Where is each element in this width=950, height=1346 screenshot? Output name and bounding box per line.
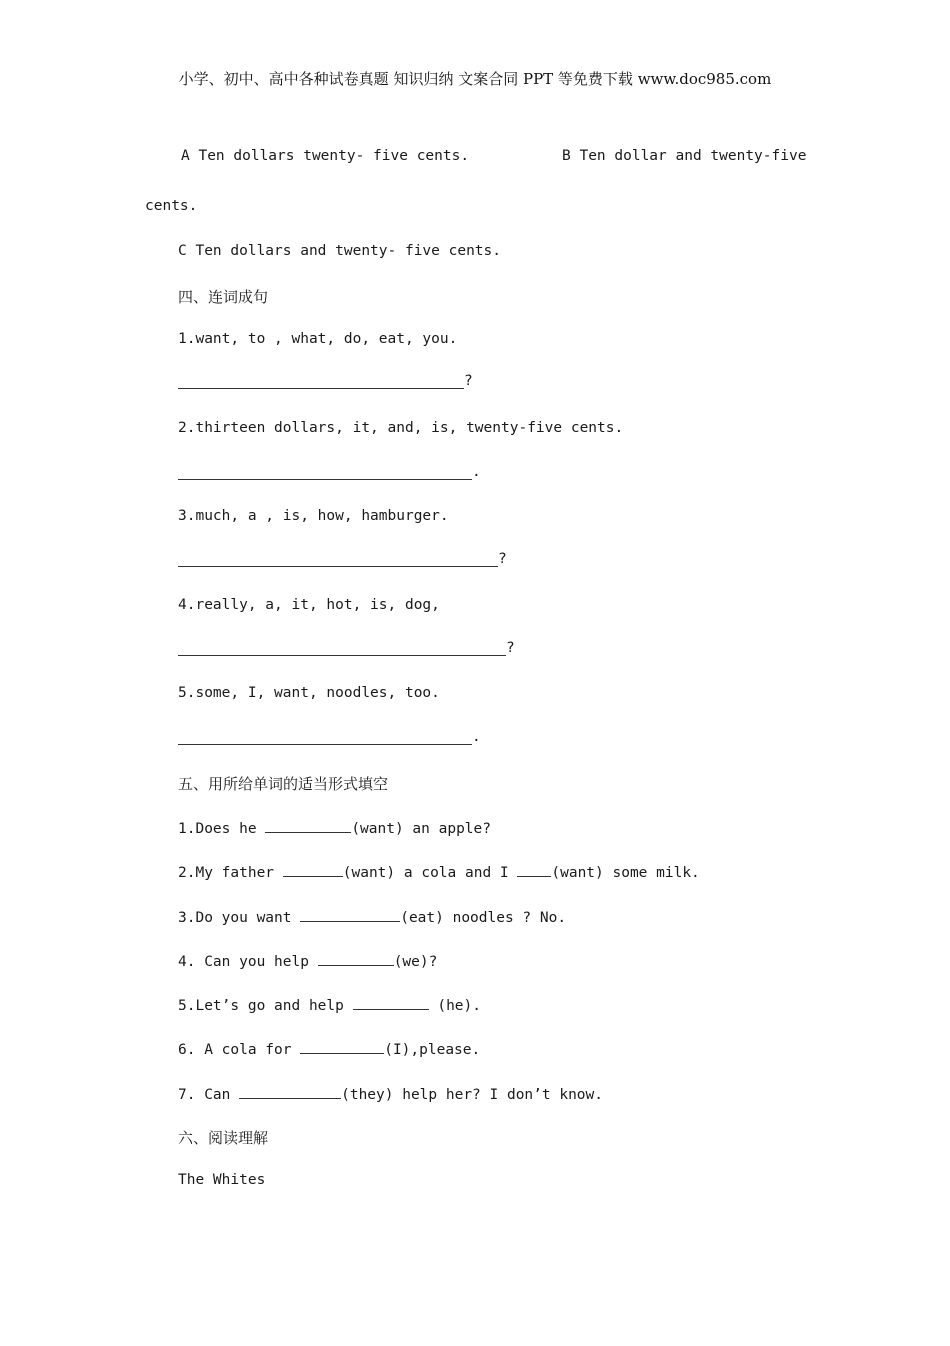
passage-title: The Whites	[178, 1172, 266, 1188]
fill-text: 4. Can you help	[178, 954, 318, 970]
answer-end-mark: .	[472, 464, 481, 480]
reorder-question-3: 3.much, a , is, how, hamburger.	[178, 508, 449, 524]
section-5-title: 五、用所给单词的适当形式填空	[178, 775, 389, 793]
reorder-answer-2[interactable]	[178, 463, 481, 480]
fill-text: 1.Does he	[178, 821, 266, 837]
reorder-answer-4[interactable]	[178, 639, 515, 656]
option-a: A Ten dollars twenty- five cents.	[181, 148, 470, 164]
reorder-question-4: 4.really, a, it, hot, is, dog,	[178, 597, 440, 613]
fill-blank[interactable]	[239, 1084, 341, 1099]
fill-question-2	[178, 862, 700, 881]
fill-text: (want) an apple?	[351, 821, 491, 837]
fill-question-4	[178, 951, 437, 970]
answer-line[interactable]	[178, 639, 506, 656]
section-4-title: 四、连词成句	[178, 288, 269, 306]
answer-end-mark: .	[472, 729, 481, 745]
option-c: C Ten dollars and twenty- five cents.	[178, 243, 502, 259]
option-b-continued: cents.	[145, 198, 198, 214]
page-header: 小学、初中、高中各种试卷真题 知识归纳 文案合同 PPT 等免费下载 www.doc985.com	[178, 70, 772, 88]
answer-line[interactable]	[178, 372, 464, 389]
fill-blank[interactable]	[517, 862, 551, 877]
fill-text: 7. Can	[178, 1087, 240, 1103]
section-6-title: 六、阅读理解	[178, 1129, 269, 1147]
fill-text: (they) help her? I don’t know.	[341, 1087, 604, 1103]
reorder-question-5: 5.some, I, want, noodles, too.	[178, 685, 440, 701]
fill-text: 5.Let’s go and help	[178, 998, 353, 1014]
reorder-question-2: 2.thirteen dollars, it, and, is, twenty-five cents.	[178, 420, 624, 436]
answer-end-mark: ?	[498, 551, 507, 567]
answer-line[interactable]	[178, 550, 498, 567]
fill-blank[interactable]	[353, 995, 429, 1010]
fill-text: (want) a cola and I	[342, 865, 518, 881]
fill-blank[interactable]	[283, 862, 343, 877]
fill-question-7	[178, 1084, 603, 1103]
fill-question-6	[178, 1039, 480, 1058]
fill-text: 2.My father	[178, 865, 283, 881]
fill-text: (want) some milk.	[551, 865, 700, 881]
fill-blank[interactable]	[300, 907, 400, 922]
reorder-question-1: 1.want, to , what, do, eat, you.	[178, 331, 458, 347]
fill-blank[interactable]	[318, 951, 394, 966]
fill-text: (he).	[428, 998, 481, 1014]
fill-text: (eat) noodles ? No.	[400, 910, 567, 926]
fill-blank[interactable]	[300, 1039, 384, 1054]
fill-question-3	[178, 907, 566, 926]
answer-line[interactable]	[178, 463, 472, 480]
reorder-answer-1[interactable]	[178, 372, 473, 389]
fill-text: (we)?	[393, 954, 438, 970]
answer-line[interactable]	[178, 728, 472, 745]
fill-text: (I),please.	[384, 1042, 481, 1058]
fill-blank[interactable]	[265, 818, 351, 833]
option-b: B Ten dollar and twenty-five	[562, 148, 807, 164]
reorder-answer-3[interactable]	[178, 550, 507, 567]
reorder-answer-5[interactable]	[178, 728, 481, 745]
answer-end-mark: ?	[506, 640, 515, 656]
fill-question-1	[178, 818, 491, 837]
answer-end-mark: ?	[464, 373, 473, 389]
fill-text: 6. A cola for	[178, 1042, 301, 1058]
fill-question-5	[178, 995, 481, 1014]
fill-text: 3.Do you want	[178, 910, 301, 926]
